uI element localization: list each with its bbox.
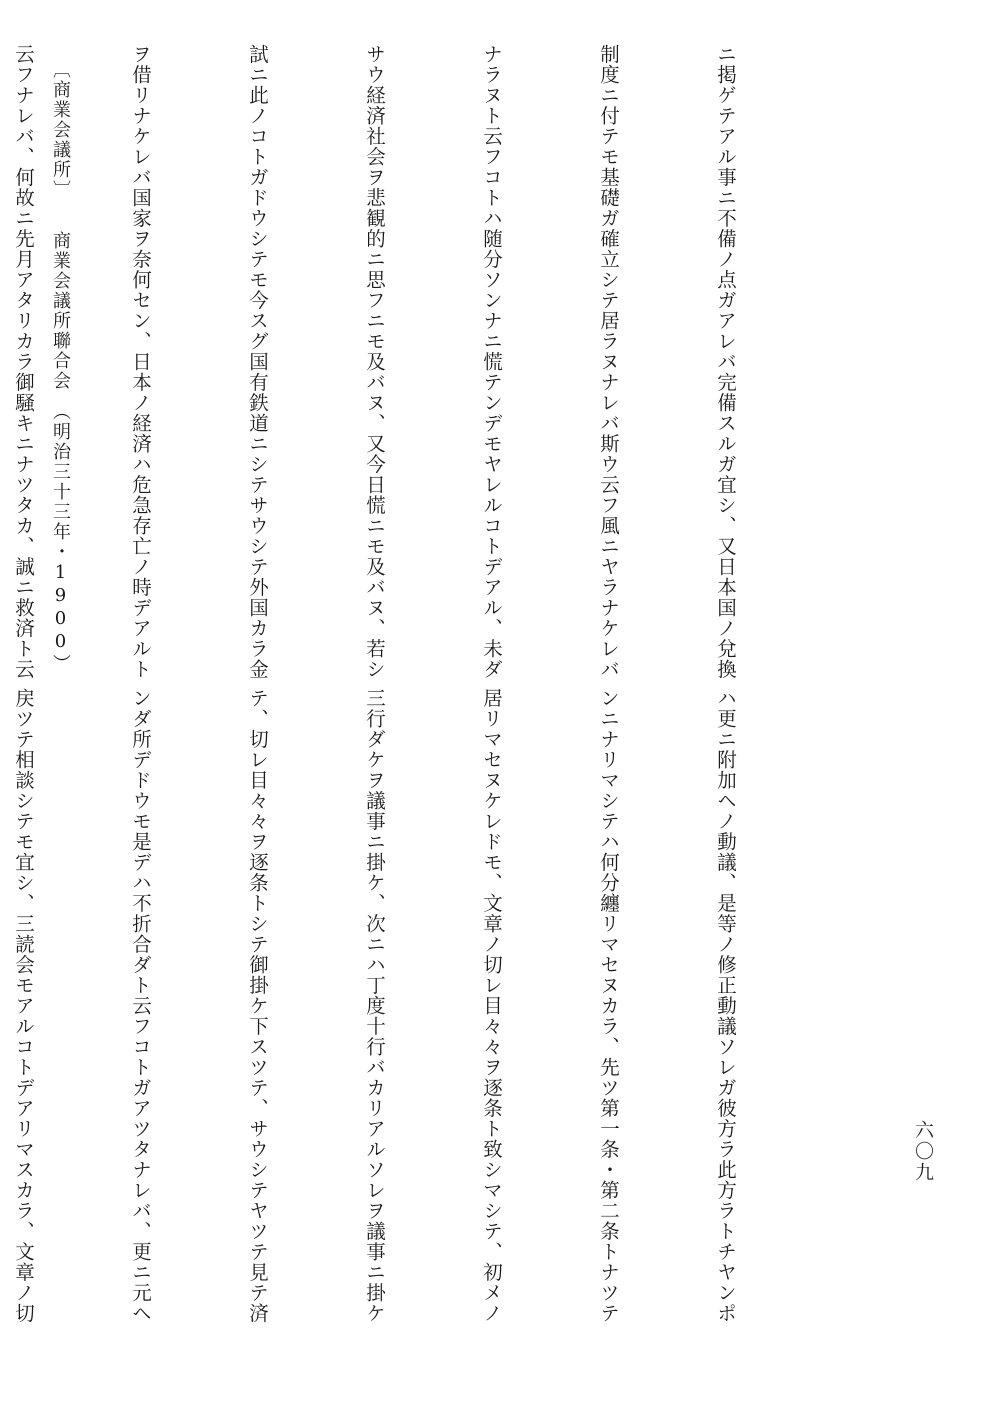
text-column: 云フナレバ、何故ニ先月アタリカラ御騒キニナツタカ、誠ニ救済ト云 [12,44,35,680]
text-column: ンダ所デドウモ是デハ不折合ダト云フコトガアツタナレバ、更ニ元ヘ [129,688,152,1324]
text-column: テ、切レ目々々ヲ逐条トシテ御掛ケ下スツテ、サウシテヤツテ見テ済 [246,688,269,1324]
text-column: 三行ダケヲ議事ニ掛ケ、次ニハ丁度十行バカリアルソレヲ議事ニ掛ケ [363,688,386,1324]
text-column: ニ掲ゲテアル事ニ不備ノ点ガアレバ完備スルガ宜シ、又日本国ノ兌換 [714,44,737,680]
running-head-year: （明治三十三年・1900） [50,411,71,674]
text-column: 居リマセヌケレドモ、文章ノ切レ目々々ヲ逐条ト致シマシテ、初メノ [480,688,503,1324]
upper-text-block [0,44,823,680]
text-column: 試ニ此ノコトガドウシテモ今スグ国有鉄道ニシテサウシテ外国カラ金 [246,44,269,680]
text-column: 制度ニ付テモ基礎ガ確立シテ居ラヌナレバ斯ウ云フ風ニヤラナケレバ [597,44,620,680]
running-head-title: 商業会議所聯合会 [50,231,71,391]
text-column: ヲ借リナケレバ国家ヲ奈何セン、日本ノ経済ハ危急存亡ノ時デアルト [129,44,152,680]
text-column: サウ経済社会ヲ悲観的ニ思フニモ及バヌ、又今日慌ニモ及バヌ、若シ [363,44,386,680]
running-head-org: 〔商業会議所〕 [50,60,71,191]
text-column: ハ更ニ附加ヘノ動議、是等ノ修正動議ソレガ彼方ラ此方ラトチヤンポ [714,688,737,1324]
running-head [47,60,73,674]
text-column: ナラヌト云フコトハ随分ソンナニ慌テンデモヤレルコトデアル、未ダ [480,44,503,680]
text-column: 戻ツテ相談シテモ宜シ、三読会モアルコトデアリマスカラ、文章ノ切 [12,688,35,1324]
page-number: 六〇九 [912,1120,934,1183]
lower-text-block [0,688,823,1324]
text-column: ンニナリマシテハ何分纏リマセヌカラ、先ツ第一条・第二条トナツテ [597,688,620,1324]
